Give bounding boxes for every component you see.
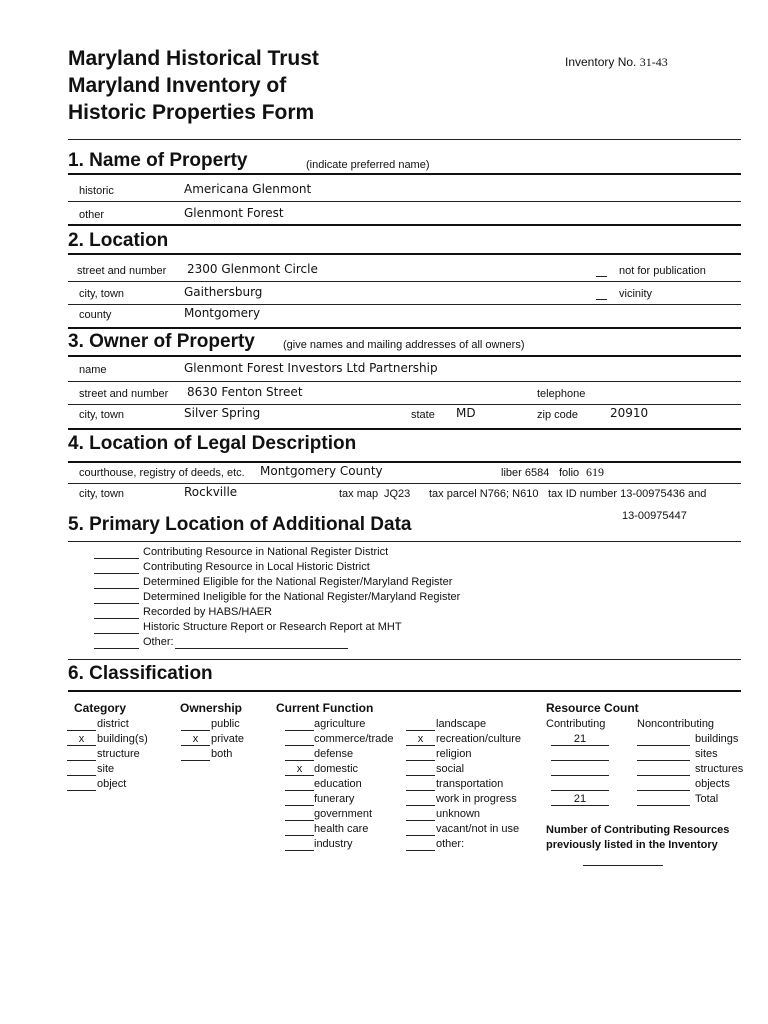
function-label: defense: [314, 748, 354, 760]
section-4-rule: [68, 461, 741, 463]
additional-data-checkbox[interactable]: [94, 576, 139, 589]
owner-street-label: street and number: [79, 388, 169, 400]
owner-name-field[interactable]: Glenmont Forest Investors Ltd Partnership: [184, 361, 438, 375]
row-divider: [68, 381, 741, 382]
courthouse-label: courthouse, registry of deeds, etc.: [79, 467, 245, 479]
tax-map-field[interactable]: JQ23: [384, 488, 411, 500]
function-label: domestic: [314, 763, 359, 775]
row-divider: [68, 404, 741, 405]
function-label: health care: [314, 823, 369, 835]
section-3-heading: 3. Owner of Property: [68, 331, 255, 352]
function-label: industry: [314, 838, 353, 850]
section-2-heading: 2. Location: [68, 230, 169, 251]
additional-data-label: Determined Ineligible for the National Register/Maryland Register: [143, 591, 461, 603]
function-label: transportation: [436, 778, 504, 790]
row-divider: [68, 201, 741, 202]
section-3-top-rule: [68, 327, 741, 329]
legal-city-label: city, town: [79, 488, 125, 500]
section-5-heading: 5. Primary Location of Additional Data: [68, 514, 412, 535]
resource-type-label: objects: [695, 778, 730, 790]
section-3-note: (give names and mailing addresses of all owners): [283, 339, 525, 351]
street-number-field[interactable]: 2300 Glenmont Circle: [187, 262, 318, 276]
city-town-field[interactable]: Gaithersburg: [184, 285, 263, 299]
city-town-label: city, town: [79, 288, 125, 300]
other-location-field[interactable]: [175, 636, 348, 649]
header-divider: [68, 139, 741, 140]
function-checkbox[interactable]: [406, 718, 435, 731]
noncontributing-heading: Noncontributing: [637, 718, 715, 730]
contributing-count-field[interactable]: [551, 763, 609, 776]
section-4-heading: 4. Location of Legal Description: [68, 433, 357, 454]
previously-listed-field[interactable]: [583, 853, 663, 866]
additional-data-checkbox[interactable]: [94, 621, 139, 634]
resource-type-label: sites: [695, 748, 718, 760]
ownership-checkbox[interactable]: [181, 718, 210, 731]
function-checkbox[interactable]: [285, 718, 314, 731]
form-title-line-2: Maryland Inventory of: [68, 74, 287, 97]
owner-name-label: name: [79, 364, 107, 376]
inventory-number: [565, 55, 668, 70]
function-checkbox[interactable]: x: [406, 733, 435, 746]
additional-data-label: Other:: [143, 636, 174, 648]
resource-type-label: buildings: [695, 733, 739, 745]
category-checkbox[interactable]: x: [67, 733, 96, 746]
section-4-top-rule: [68, 428, 741, 430]
additional-data-checkbox[interactable]: [94, 636, 139, 649]
additional-data-label: Contributing Resource in National Register District: [143, 546, 389, 558]
contributing-count-field[interactable]: 21: [551, 793, 609, 806]
courthouse-field[interactable]: Montgomery County: [260, 464, 383, 478]
function-label: recreation/culture: [436, 733, 521, 745]
additional-data-label: Contributing Resource in Local Historic District: [143, 561, 370, 573]
form-title-line-3: Historic Properties Form: [68, 101, 315, 124]
additional-data-label: Recorded by HABS/HAER: [143, 606, 272, 618]
liber-label: liber 6584: [501, 467, 550, 479]
resource-count-heading: Resource Count: [546, 701, 639, 715]
section-6-rule: [68, 690, 741, 692]
function-checkbox[interactable]: [285, 733, 314, 746]
additional-data-label: Historic Structure Report or Research Report at MHT: [143, 621, 402, 633]
function-label: commerce/trade: [314, 733, 394, 745]
category-label: site: [97, 763, 115, 775]
contributing-count-field[interactable]: [551, 748, 609, 761]
resource-type-label: structures: [695, 763, 744, 775]
tax-id-field[interactable]: tax ID number 13-00975436 and: [548, 488, 707, 500]
function-label: unknown: [436, 808, 481, 820]
category-label: object: [97, 778, 127, 790]
additional-data-checkbox[interactable]: [94, 591, 139, 604]
tax-map-label: tax map: [339, 488, 379, 500]
county-label: county: [79, 309, 112, 321]
street-number-label: street and number: [77, 265, 167, 277]
not-for-publication-label: not for publication: [619, 265, 706, 277]
contributing-heading: Contributing: [546, 718, 606, 730]
form-title-line-1: Maryland Historical Trust: [68, 47, 319, 70]
function-label: work in progress: [436, 793, 517, 805]
category-checkbox[interactable]: [67, 748, 96, 761]
section-2-top-rule: [68, 224, 741, 226]
tax-parcel-field[interactable]: tax parcel N766; N610: [429, 488, 539, 500]
resource-type-label: Total: [695, 793, 719, 805]
row-divider: [68, 281, 741, 282]
ownership-label: public: [211, 718, 240, 730]
section-1-note: (indicate preferred name): [306, 159, 430, 171]
function-label: agriculture: [314, 718, 366, 730]
noncontributing-count-field[interactable]: [637, 763, 690, 776]
category-label: structure: [97, 748, 140, 760]
additional-data-label: Determined Eligible for the National Register/Maryland Register: [143, 576, 453, 588]
function-checkbox[interactable]: [285, 778, 314, 791]
legal-city-field[interactable]: Rockville: [184, 485, 238, 499]
function-label: vacant/not in use: [436, 823, 520, 835]
state-field[interactable]: MD: [456, 406, 476, 420]
inventory-value[interactable]: 31-43: [639, 55, 668, 69]
function-checkbox[interactable]: [285, 748, 314, 761]
additional-data-checkbox[interactable]: [94, 606, 139, 619]
category-checkbox[interactable]: [67, 718, 96, 731]
function-label: government: [314, 808, 373, 820]
previously-listed-label-2: previously listed in the Inventory: [546, 839, 718, 851]
section-3-rule: [68, 355, 741, 357]
ownership-checkbox[interactable]: [181, 748, 210, 761]
function-checkbox[interactable]: [406, 748, 435, 761]
additional-data-checkbox[interactable]: [94, 561, 139, 574]
ownership-heading: Ownership: [180, 701, 243, 715]
vicinity-checkbox[interactable]: [596, 288, 607, 300]
noncontributing-count-field[interactable]: [637, 778, 690, 791]
row-divider: [68, 304, 741, 305]
ownership-checkbox[interactable]: x: [181, 733, 210, 746]
function-checkbox[interactable]: [285, 793, 314, 806]
state-label: state: [411, 409, 435, 421]
noncontributing-count-field[interactable]: [637, 733, 690, 746]
inventory-label: Inventory No.: [565, 55, 637, 69]
function-checkbox[interactable]: [406, 823, 435, 836]
tax-id-continuation[interactable]: 13-00975447: [622, 510, 687, 522]
function-checkbox[interactable]: [406, 838, 435, 851]
function-label: social: [436, 763, 465, 775]
function-label: other:: [436, 838, 465, 850]
section-6-top-rule: [68, 659, 741, 660]
owner-city-field[interactable]: Silver Spring: [184, 406, 261, 420]
owner-street-field[interactable]: 8630 Fenton Street: [187, 385, 303, 399]
function-checkbox[interactable]: [285, 838, 314, 851]
folio-field[interactable]: 619: [586, 465, 604, 479]
section-1-rule: [68, 173, 741, 175]
ownership-label: private: [211, 733, 245, 745]
category-checkbox[interactable]: [67, 763, 96, 776]
noncontributing-count-field[interactable]: [637, 793, 690, 806]
zip-code-label: zip code: [537, 409, 578, 421]
previously-listed-label-1: Number of Contributing Resources: [546, 824, 730, 836]
contributing-count-field[interactable]: 21: [551, 733, 609, 746]
category-label: building(s): [97, 733, 148, 745]
function-checkbox[interactable]: [406, 793, 435, 806]
section-5-rule: [68, 541, 741, 542]
vicinity-label: vicinity: [619, 288, 653, 300]
historic-name-field[interactable]: Americana Glenmont: [184, 182, 312, 196]
function-checkbox[interactable]: x: [285, 763, 314, 776]
function-checkbox[interactable]: [406, 763, 435, 776]
section-6-heading: 6. Classification: [68, 663, 213, 684]
category-heading: Category: [74, 701, 127, 715]
function-label: education: [314, 778, 362, 790]
county-field[interactable]: Montgomery: [184, 306, 261, 320]
not-for-publication-checkbox[interactable]: [596, 265, 607, 277]
noncontributing-count-field[interactable]: [637, 748, 690, 761]
function-label: religion: [436, 748, 472, 760]
function-checkbox[interactable]: [406, 778, 435, 791]
telephone-label: telephone: [537, 388, 586, 400]
function-checkbox[interactable]: [406, 808, 435, 821]
other-name-label: other: [79, 209, 105, 221]
owner-city-label: city, town: [79, 409, 125, 421]
category-label: district: [97, 718, 129, 730]
category-checkbox[interactable]: [67, 778, 96, 791]
contributing-count-field[interactable]: [551, 778, 609, 791]
additional-data-checkbox[interactable]: [94, 546, 139, 559]
section-1-heading: 1. Name of Property: [68, 150, 248, 171]
function-label: funerary: [314, 793, 355, 805]
other-name-field[interactable]: Glenmont Forest: [184, 206, 284, 220]
folio-label: folio: [559, 467, 580, 479]
zip-code-field[interactable]: 20910: [610, 406, 649, 420]
function-checkbox[interactable]: [285, 808, 314, 821]
section-2-rule: [68, 253, 741, 255]
historic-label: historic: [79, 185, 114, 197]
ownership-label: both: [211, 748, 233, 760]
function-checkbox[interactable]: [285, 823, 314, 836]
current-function-heading: Current Function: [276, 701, 374, 715]
function-label: landscape: [436, 718, 487, 730]
row-divider: [68, 483, 741, 484]
